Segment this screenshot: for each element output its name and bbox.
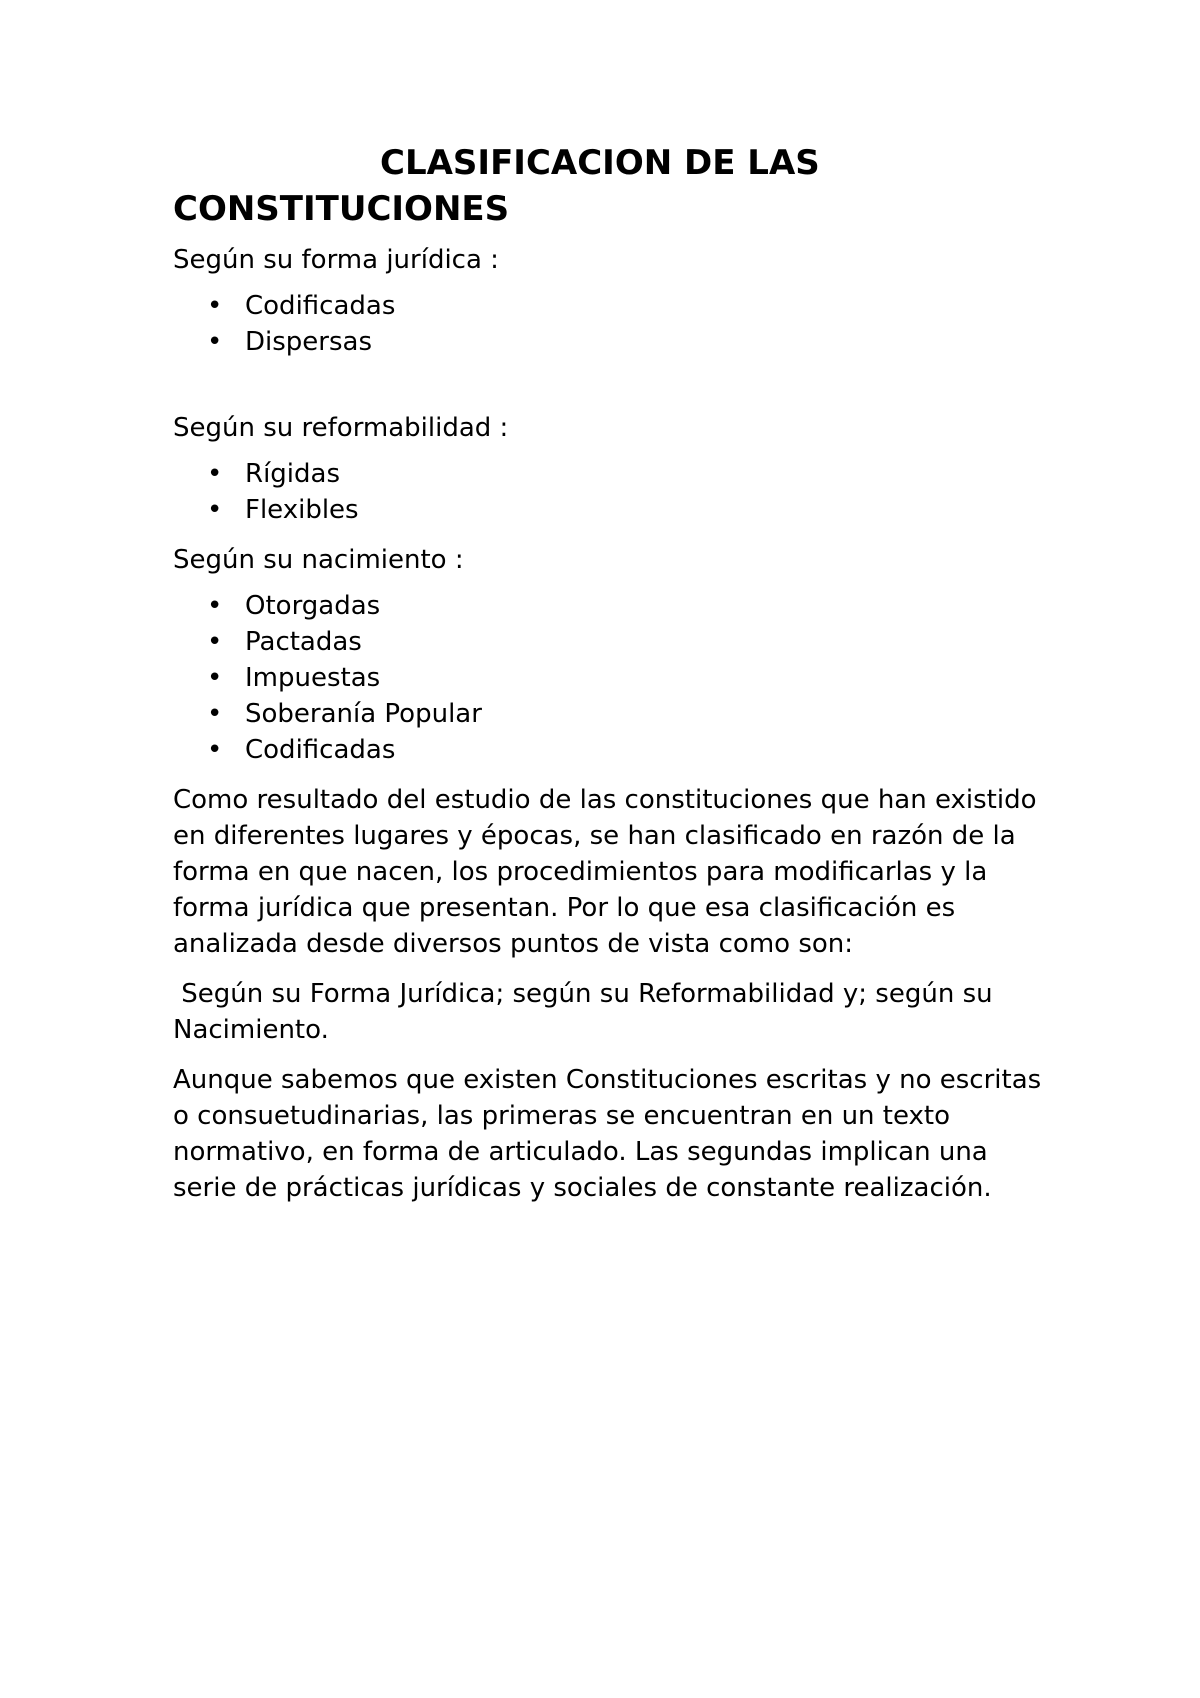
list-item: [207, 288, 1053, 324]
list-item-text: Soberanía Popular: [245, 699, 482, 729]
list-item: [207, 732, 1053, 768]
bullet-icon: •: [207, 495, 223, 525]
bullet-icon: •: [207, 591, 223, 621]
list-item-text: Otorgadas: [245, 591, 381, 621]
list-item-text: Codificadas: [245, 291, 396, 321]
list-item-text: Flexibles: [245, 495, 359, 525]
paragraph-escritas: Aunque sabemos que existen Constituciones escritas y no escritas o consuetudinarias, las primeras se encuentran en un texto normativo, en forma de articulado. Las segundas implican una serie de prácticas jurídicas y sociales de constante realización.: [173, 1065, 1042, 1203]
list-item: [207, 660, 1053, 696]
blank-line: [173, 374, 1053, 410]
bullet-icon: •: [207, 699, 223, 729]
list-item: [207, 624, 1053, 660]
bullet-icon: •: [207, 291, 223, 321]
document-title: CLASIFICACION DE LAS CONSTITUCIONES: [173, 143, 820, 229]
bullet-icon: •: [207, 459, 223, 489]
document-page: [173, 140, 1053, 1220]
list-item: [207, 456, 1053, 492]
list-item-text: Dispersas: [245, 327, 373, 357]
section-label-forma-juridica: Según su forma jurídica :: [173, 245, 499, 275]
list-item-text: Pactadas: [245, 627, 362, 657]
list-item: [207, 588, 1053, 624]
list-reformabilidad: [173, 456, 1053, 528]
paragraph-estudio: Como resultado del estudio de las constituciones que han existido en diferentes lugares y épocas, se han clasificado en razón de la forma en que nacen, los procedimientos para modificarlas y la forma jurídica que presentan. Por lo que esa clasificación es analizada desde diversos puntos de vista como son:: [173, 785, 1037, 959]
section-label-nacimiento: Según su nacimiento :: [173, 545, 464, 575]
list-item-text: Codificadas: [245, 735, 396, 765]
paragraph-puntos-de-vista: Según su Forma Jurídica; según su Reformabilidad y; según su Nacimiento.: [173, 979, 1001, 1045]
bullet-icon: •: [207, 735, 223, 765]
bullet-icon: •: [207, 627, 223, 657]
list-nacimiento: [173, 588, 1053, 768]
list-forma-juridica: [173, 288, 1053, 360]
list-item-text: Rígidas: [245, 459, 340, 489]
section-label-reformabilidad: Según su reformabilidad :: [173, 413, 509, 443]
list-item: [207, 696, 1053, 732]
list-item: [207, 324, 1053, 360]
list-item: [207, 492, 1053, 528]
bullet-icon: •: [207, 663, 223, 693]
list-item-text: Impuestas: [245, 663, 381, 693]
bullet-icon: •: [207, 327, 223, 357]
